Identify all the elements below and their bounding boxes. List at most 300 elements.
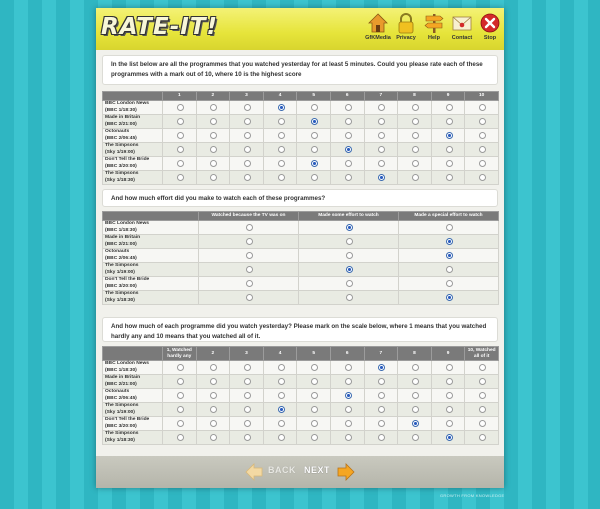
grid-header-blank xyxy=(103,92,163,101)
nav-stop-label: Stop xyxy=(483,35,497,41)
radio-cell xyxy=(163,431,197,445)
programme-label xyxy=(103,221,199,235)
programme-label xyxy=(103,115,163,129)
next-button[interactable]: NEXT xyxy=(304,465,331,475)
radio-button[interactable] xyxy=(246,224,253,231)
table-row xyxy=(103,221,499,235)
radio-cell xyxy=(364,171,398,185)
radio-cell xyxy=(297,375,331,389)
radio-button[interactable] xyxy=(177,420,184,427)
programme-slot: (BBC 2/21:00) xyxy=(105,121,137,127)
programme-slot: (Sky 1/19:00) xyxy=(105,149,135,155)
nav-stop[interactable] xyxy=(472,12,508,50)
table-row xyxy=(103,361,499,375)
radio-cell xyxy=(297,129,331,143)
radio-cell xyxy=(263,157,297,171)
radio-button[interactable] xyxy=(345,146,352,153)
programme-slot: (Sky 1/18:30) xyxy=(105,297,135,303)
radio-cell xyxy=(431,129,465,143)
radio-cell xyxy=(431,157,465,171)
programme-label xyxy=(103,431,163,445)
radio-button[interactable] xyxy=(479,364,486,371)
grid-header-blank xyxy=(103,212,199,221)
radio-button[interactable] xyxy=(446,132,453,139)
radio-button[interactable] xyxy=(311,160,318,167)
column-header: Made a special effort to watch xyxy=(399,212,499,221)
grid-header-row xyxy=(103,347,499,361)
column-header: 9 xyxy=(431,92,465,101)
table-row xyxy=(103,157,499,171)
radio-button[interactable] xyxy=(177,146,184,153)
radio-button[interactable] xyxy=(346,252,353,259)
radio-cell xyxy=(163,417,197,431)
radio-button[interactable] xyxy=(311,406,318,413)
radio-button[interactable] xyxy=(446,420,453,427)
programme-label xyxy=(103,417,163,431)
radio-button[interactable] xyxy=(244,364,251,371)
copyright-text: GROWTH FROM KNOWLEDGE xyxy=(440,493,505,498)
radio-cell xyxy=(297,115,331,129)
radio-button[interactable] xyxy=(311,420,318,427)
radio-button[interactable] xyxy=(278,420,285,427)
back-button[interactable]: BACK xyxy=(268,465,296,475)
programme-slot: (BBC 2/21:00) xyxy=(105,241,137,247)
radio-button[interactable] xyxy=(479,104,486,111)
radio-button[interactable] xyxy=(345,104,352,111)
envelope-icon xyxy=(451,12,473,34)
radio-cell xyxy=(297,101,331,115)
radio-button[interactable] xyxy=(446,294,453,301)
column-header: Made some effort to watch xyxy=(299,212,399,221)
radio-button[interactable] xyxy=(378,160,385,167)
programme-name: The Simpsons xyxy=(105,403,139,409)
radio-button[interactable] xyxy=(311,392,318,399)
radio-button[interactable] xyxy=(479,378,486,385)
back-arrow-icon[interactable] xyxy=(244,462,264,482)
table-row xyxy=(103,129,499,143)
radio-cell xyxy=(330,431,364,445)
effort-grid-q2 xyxy=(102,211,499,305)
table-row xyxy=(103,171,499,185)
radio-cell xyxy=(196,157,230,171)
radio-button[interactable] xyxy=(479,420,486,427)
column-header: 5 xyxy=(297,347,331,361)
radio-button[interactable] xyxy=(210,434,217,441)
radio-button[interactable] xyxy=(177,132,184,139)
radio-cell xyxy=(364,101,398,115)
radio-button[interactable] xyxy=(244,378,251,385)
radio-button[interactable] xyxy=(177,104,184,111)
radio-button[interactable] xyxy=(246,266,253,273)
radio-cell xyxy=(230,115,264,129)
radio-cell xyxy=(431,171,465,185)
radio-button[interactable] xyxy=(278,104,285,111)
column-header: 8 xyxy=(398,347,432,361)
radio-button[interactable] xyxy=(278,406,285,413)
column-header: 1, Watched hardly any xyxy=(163,347,197,361)
radio-button[interactable] xyxy=(244,434,251,441)
radio-cell xyxy=(163,129,197,143)
column-header: 4 xyxy=(263,92,297,101)
radio-cell xyxy=(196,417,230,431)
radio-button[interactable] xyxy=(446,118,453,125)
radio-button[interactable] xyxy=(479,174,486,181)
radio-button[interactable] xyxy=(345,160,352,167)
programme-slot: (BBC 2/21:00) xyxy=(105,381,137,387)
radio-button[interactable] xyxy=(446,174,453,181)
radio-button[interactable] xyxy=(412,118,419,125)
radio-button[interactable] xyxy=(210,406,217,413)
radio-button[interactable] xyxy=(345,420,352,427)
programme-name: Don't Tell the Bride xyxy=(105,277,150,283)
programme-slot: (Sky 1/19:00) xyxy=(105,409,135,415)
radio-button[interactable] xyxy=(345,406,352,413)
radio-button[interactable] xyxy=(446,378,453,385)
radio-button[interactable] xyxy=(378,406,385,413)
radio-cell xyxy=(263,403,297,417)
column-header: 3 xyxy=(230,92,264,101)
programme-name: Octonauts xyxy=(105,249,130,255)
radio-button[interactable] xyxy=(479,160,486,167)
radio-button[interactable] xyxy=(246,280,253,287)
radio-button[interactable] xyxy=(177,160,184,167)
radio-button[interactable] xyxy=(378,434,385,441)
radio-button[interactable] xyxy=(378,118,385,125)
table-row xyxy=(103,389,499,403)
column-header: 7 xyxy=(364,92,398,101)
radio-cell xyxy=(263,389,297,403)
radio-cell xyxy=(364,361,398,375)
radio-cell xyxy=(330,389,364,403)
radio-button[interactable] xyxy=(210,132,217,139)
programme-name: The Simpsons xyxy=(105,171,139,177)
radio-button[interactable] xyxy=(412,364,419,371)
radio-button[interactable] xyxy=(378,364,385,371)
radio-cell xyxy=(230,157,264,171)
radio-button[interactable] xyxy=(412,104,419,111)
table-row xyxy=(103,143,499,157)
app-logo: RATE-IT! xyxy=(101,14,218,40)
radio-cell xyxy=(297,417,331,431)
radio-cell xyxy=(199,277,299,291)
radio-button[interactable] xyxy=(412,420,419,427)
radio-button[interactable] xyxy=(479,406,486,413)
column-header: 3 xyxy=(230,347,264,361)
radio-button[interactable] xyxy=(311,132,318,139)
programme-name: BBC London News xyxy=(105,221,150,227)
radio-cell xyxy=(364,157,398,171)
radio-button[interactable] xyxy=(446,280,453,287)
table-row xyxy=(103,115,499,129)
programme-name: The Simpsons xyxy=(105,263,139,269)
radio-button[interactable] xyxy=(278,118,285,125)
radio-cell xyxy=(297,143,331,157)
radio-cell xyxy=(431,403,465,417)
radio-button[interactable] xyxy=(346,238,353,245)
radio-button[interactable] xyxy=(311,174,318,181)
radio-button[interactable] xyxy=(412,132,419,139)
radio-button[interactable] xyxy=(177,364,184,371)
radio-cell xyxy=(163,389,197,403)
programme-label xyxy=(103,375,163,389)
radio-button[interactable] xyxy=(378,174,385,181)
table-row xyxy=(103,417,499,431)
radio-button[interactable] xyxy=(246,252,253,259)
radio-button[interactable] xyxy=(412,160,419,167)
radio-cell xyxy=(465,101,499,115)
radio-cell xyxy=(431,115,465,129)
radio-button[interactable] xyxy=(278,160,285,167)
table-row xyxy=(103,431,499,445)
radio-button[interactable] xyxy=(278,146,285,153)
padlock-icon xyxy=(395,12,417,34)
radio-cell xyxy=(263,375,297,389)
programme-slot: (BBC 2/06:45) xyxy=(105,395,137,401)
programme-slot: (BBC 1/18:30) xyxy=(105,227,137,233)
radio-cell xyxy=(263,115,297,129)
radio-button[interactable] xyxy=(378,378,385,385)
radio-button[interactable] xyxy=(177,406,184,413)
radio-cell xyxy=(330,171,364,185)
radio-button[interactable] xyxy=(278,132,285,139)
radio-button[interactable] xyxy=(345,118,352,125)
radio-button[interactable] xyxy=(210,364,217,371)
radio-cell xyxy=(163,361,197,375)
radio-cell xyxy=(299,277,399,291)
radio-cell xyxy=(230,361,264,375)
radio-cell xyxy=(398,129,432,143)
radio-button[interactable] xyxy=(177,378,184,385)
radio-button[interactable] xyxy=(446,146,453,153)
nav-gfkmedia-label: GfKMedia xyxy=(365,35,391,41)
radio-button[interactable] xyxy=(479,132,486,139)
radio-button[interactable] xyxy=(345,392,352,399)
radio-button[interactable] xyxy=(412,406,419,413)
radio-cell xyxy=(465,375,499,389)
radio-cell xyxy=(399,249,499,263)
footer-bar xyxy=(96,456,504,488)
radio-button[interactable] xyxy=(210,160,217,167)
radio-button[interactable] xyxy=(412,392,419,399)
radio-cell xyxy=(263,129,297,143)
grid-header-row xyxy=(103,92,499,101)
radio-button[interactable] xyxy=(278,434,285,441)
radio-button[interactable] xyxy=(210,420,217,427)
radio-cell xyxy=(465,417,499,431)
radio-button[interactable] xyxy=(446,434,453,441)
radio-button[interactable] xyxy=(278,392,285,399)
radio-cell xyxy=(465,115,499,129)
radio-button[interactable] xyxy=(446,406,453,413)
programme-label xyxy=(103,277,199,291)
radio-button[interactable] xyxy=(244,132,251,139)
column-header: 1 xyxy=(163,92,197,101)
radio-button[interactable] xyxy=(446,238,453,245)
table-row xyxy=(103,263,499,277)
radio-button[interactable] xyxy=(177,392,184,399)
radio-cell xyxy=(330,403,364,417)
radio-button[interactable] xyxy=(210,104,217,111)
radio-button[interactable] xyxy=(412,434,419,441)
radio-cell xyxy=(297,389,331,403)
radio-cell xyxy=(364,431,398,445)
radio-cell xyxy=(299,249,399,263)
survey-panel xyxy=(96,8,504,488)
radio-button[interactable] xyxy=(378,420,385,427)
column-header: 9 xyxy=(431,347,465,361)
table-row xyxy=(103,375,499,389)
radio-button[interactable] xyxy=(311,118,318,125)
radio-cell xyxy=(263,143,297,157)
radio-button[interactable] xyxy=(311,434,318,441)
radio-button[interactable] xyxy=(244,420,251,427)
next-arrow-icon[interactable] xyxy=(336,462,356,482)
radio-cell xyxy=(431,375,465,389)
radio-cell xyxy=(199,291,299,305)
nav-privacy-label: Privacy xyxy=(396,35,416,41)
programme-slot: (Sky 1/18:30) xyxy=(105,177,135,183)
radio-cell xyxy=(196,389,230,403)
radio-button[interactable] xyxy=(244,104,251,111)
radio-button[interactable] xyxy=(346,294,353,301)
radio-cell xyxy=(330,101,364,115)
radio-button[interactable] xyxy=(446,252,453,259)
programme-label xyxy=(103,263,199,277)
programme-slot: (BBC 3/20:00) xyxy=(105,163,137,169)
radio-button[interactable] xyxy=(246,294,253,301)
radio-cell xyxy=(364,143,398,157)
radio-button[interactable] xyxy=(311,104,318,111)
radio-button[interactable] xyxy=(244,392,251,399)
column-header: 5 xyxy=(297,92,331,101)
radio-button[interactable] xyxy=(244,160,251,167)
radio-cell xyxy=(398,389,432,403)
radio-cell xyxy=(364,389,398,403)
radio-button[interactable] xyxy=(446,266,453,273)
radio-cell xyxy=(297,431,331,445)
radio-button[interactable] xyxy=(210,118,217,125)
radio-button[interactable] xyxy=(346,224,353,231)
radio-button[interactable] xyxy=(311,146,318,153)
radio-button[interactable] xyxy=(345,378,352,385)
radio-button[interactable] xyxy=(311,364,318,371)
radio-button[interactable] xyxy=(412,146,419,153)
programme-name: Don't Tell the Bride xyxy=(105,417,150,423)
radio-button[interactable] xyxy=(378,146,385,153)
radio-cell xyxy=(431,389,465,403)
radio-button[interactable] xyxy=(479,146,486,153)
radio-cell xyxy=(163,115,197,129)
programme-name: Made in Britain xyxy=(105,115,141,121)
radio-cell xyxy=(431,143,465,157)
radio-button[interactable] xyxy=(479,118,486,125)
programme-slot: (BBC 3/20:00) xyxy=(105,423,137,429)
radio-button[interactable] xyxy=(378,104,385,111)
radio-button[interactable] xyxy=(246,238,253,245)
radio-button[interactable] xyxy=(346,280,353,287)
programme-label xyxy=(103,171,163,185)
programme-label xyxy=(103,235,199,249)
radio-button[interactable] xyxy=(446,364,453,371)
column-header: 8 xyxy=(398,92,432,101)
radio-button[interactable] xyxy=(210,174,217,181)
radio-cell xyxy=(399,221,499,235)
radio-cell xyxy=(330,417,364,431)
radio-button[interactable] xyxy=(210,392,217,399)
radio-cell xyxy=(230,417,264,431)
radio-button[interactable] xyxy=(446,104,453,111)
radio-button[interactable] xyxy=(210,146,217,153)
radio-button[interactable] xyxy=(311,378,318,385)
radio-button[interactable] xyxy=(244,146,251,153)
programme-label xyxy=(103,389,163,403)
radio-cell xyxy=(196,375,230,389)
radio-button[interactable] xyxy=(345,434,352,441)
radio-cell xyxy=(398,375,432,389)
programme-slot: (BBC 1/18:30) xyxy=(105,107,137,113)
radio-button[interactable] xyxy=(446,160,453,167)
programme-label xyxy=(103,143,163,157)
radio-cell xyxy=(163,157,197,171)
radio-cell xyxy=(196,403,230,417)
radio-cell xyxy=(465,143,499,157)
radio-button[interactable] xyxy=(345,364,352,371)
radio-cell xyxy=(299,263,399,277)
radio-cell xyxy=(431,417,465,431)
radio-button[interactable] xyxy=(244,174,251,181)
radio-button[interactable] xyxy=(412,378,419,385)
radio-cell xyxy=(364,129,398,143)
radio-button[interactable] xyxy=(346,266,353,273)
radio-cell xyxy=(398,361,432,375)
radio-button[interactable] xyxy=(244,118,251,125)
question-2: And how much effort did you make to watch each of these programmes? xyxy=(102,189,498,207)
radio-button[interactable] xyxy=(446,392,453,399)
signpost-icon xyxy=(423,12,445,34)
header-bar xyxy=(96,8,504,50)
radio-button[interactable] xyxy=(345,132,352,139)
radio-cell xyxy=(199,249,299,263)
radio-button[interactable] xyxy=(177,118,184,125)
radio-cell xyxy=(465,403,499,417)
radio-cell xyxy=(299,221,399,235)
radio-button[interactable] xyxy=(278,364,285,371)
radio-button[interactable] xyxy=(479,392,486,399)
radio-button[interactable] xyxy=(412,174,419,181)
radio-button[interactable] xyxy=(378,392,385,399)
radio-button[interactable] xyxy=(345,174,352,181)
programme-slot: (Sky 1/19:00) xyxy=(105,269,135,275)
radio-button[interactable] xyxy=(278,174,285,181)
radio-button[interactable] xyxy=(479,434,486,441)
radio-button[interactable] xyxy=(210,378,217,385)
radio-button[interactable] xyxy=(446,224,453,231)
radio-button[interactable] xyxy=(244,406,251,413)
programme-name: BBC London News xyxy=(105,361,150,367)
radio-cell xyxy=(399,291,499,305)
radio-cell xyxy=(230,171,264,185)
radio-button[interactable] xyxy=(378,132,385,139)
radio-cell xyxy=(163,171,197,185)
radio-button[interactable] xyxy=(177,174,184,181)
radio-cell xyxy=(330,143,364,157)
radio-cell xyxy=(465,431,499,445)
radio-cell xyxy=(399,277,499,291)
radio-button[interactable] xyxy=(278,378,285,385)
radio-button[interactable] xyxy=(177,434,184,441)
radio-cell xyxy=(364,417,398,431)
radio-cell xyxy=(465,157,499,171)
